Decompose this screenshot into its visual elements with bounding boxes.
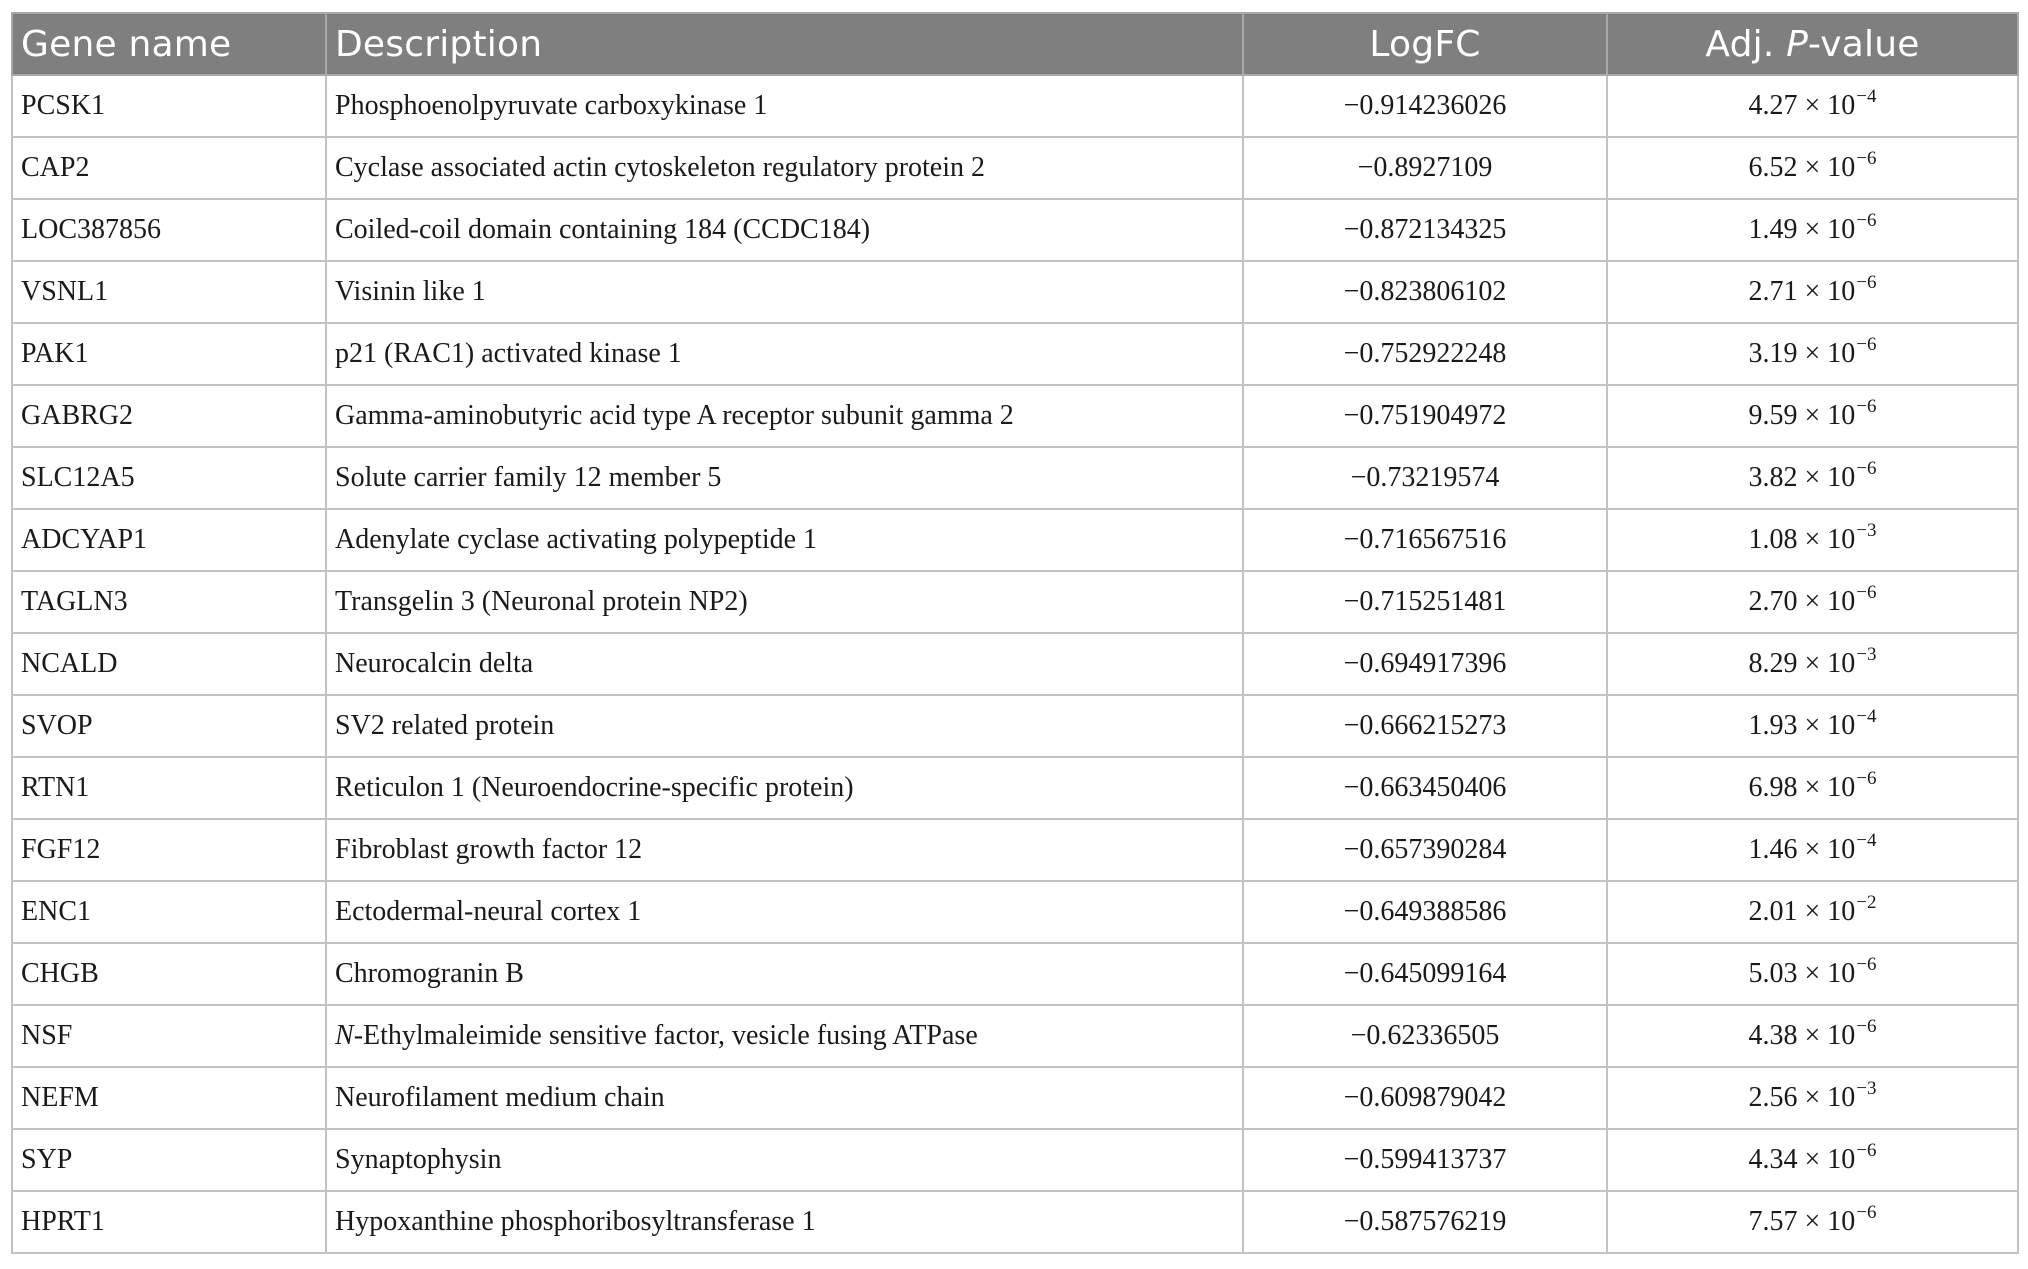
description-text: Adenylate cyclase activating polypeptide 1 (335, 524, 818, 555)
gene-name-cell: NSF (12, 1005, 326, 1067)
gene-name-cell: SYP (12, 1129, 326, 1191)
p-value-mantissa: 1.49 (1748, 214, 1798, 245)
p-value-expression (1748, 892, 1877, 928)
gene-name-cell: PAK1 (12, 323, 326, 385)
p-value-mantissa: 6.98 (1748, 772, 1798, 803)
p-value-times-ten: × 10 (1797, 772, 1856, 803)
table-row (12, 943, 2018, 1005)
p-value-expression (1748, 458, 1877, 494)
adj-p-value-cell (1607, 1191, 2018, 1253)
description-cell (326, 1191, 1243, 1253)
logfc-cell: −0.751904972 (1243, 385, 1607, 447)
description-cell (326, 75, 1243, 137)
p-value-times-ten: × 10 (1797, 152, 1856, 183)
description-cell (326, 943, 1243, 1005)
description-cell (326, 1005, 1243, 1067)
p-value-exponent: −6 (1856, 1016, 1877, 1037)
p-value-mantissa: 1.46 (1748, 834, 1798, 865)
gene-name-cell: PCSK1 (12, 75, 326, 137)
description-cell (326, 385, 1243, 447)
table-row (12, 1191, 2018, 1253)
gene-name-cell: NEFM (12, 1067, 326, 1129)
description-text: Hypoxanthine phosphoribosyltransferase 1 (335, 1206, 816, 1237)
p-value-exponent: −6 (1856, 768, 1877, 789)
p-value-mantissa: 8.29 (1748, 648, 1798, 679)
p-value-times-ten: × 10 (1797, 958, 1856, 989)
p-value-mantissa: 2.71 (1748, 276, 1798, 307)
table-row (12, 261, 2018, 323)
description-cell (326, 137, 1243, 199)
adj-p-value-cell (1607, 75, 2018, 137)
table-row (12, 633, 2018, 695)
p-value-expression (1748, 520, 1877, 556)
gene-name-cell: CAP2 (12, 137, 326, 199)
adj-p-value-cell (1607, 881, 2018, 943)
p-value-expression (1748, 148, 1877, 184)
adj-p-value-cell (1607, 1005, 2018, 1067)
p-value-exponent: −6 (1856, 458, 1877, 479)
adj-p-value-cell (1607, 571, 2018, 633)
logfc-cell: −0.657390284 (1243, 819, 1607, 881)
table-row (12, 757, 2018, 819)
p-value-times-ten: × 10 (1797, 1082, 1856, 1113)
gene-name-cell: TAGLN3 (12, 571, 326, 633)
gene-name-cell: ENC1 (12, 881, 326, 943)
table-row (12, 447, 2018, 509)
gene-name-cell: HPRT1 (12, 1191, 326, 1253)
table-row (12, 1129, 2018, 1191)
logfc-cell: −0.715251481 (1243, 571, 1607, 633)
table-row (12, 137, 2018, 199)
logfc-cell: −0.609879042 (1243, 1067, 1607, 1129)
adj-p-value-cell (1607, 943, 2018, 1005)
gene-name-cell: ADCYAP1 (12, 509, 326, 571)
gene-name-cell: SLC12A5 (12, 447, 326, 509)
gene-table-container (11, 12, 2017, 1254)
description-cell (326, 323, 1243, 385)
p-value-expression (1748, 706, 1877, 742)
table-row (12, 1005, 2018, 1067)
table-row (12, 509, 2018, 571)
p-value-times-ten: × 10 (1797, 90, 1856, 121)
adj-p-value-cell (1607, 323, 2018, 385)
description-cell (326, 757, 1243, 819)
p-value-mantissa: 4.34 (1748, 1144, 1798, 1175)
header-logfc: LogFC (1243, 13, 1607, 75)
p-value-mantissa: 5.03 (1748, 958, 1798, 989)
adj-p-value-cell (1607, 1067, 2018, 1129)
adj-p-value-cell (1607, 385, 2018, 447)
adj-p-value-cell (1607, 633, 2018, 695)
description-text: Ectodermal-neural cortex 1 (335, 896, 642, 927)
p-value-exponent: −6 (1856, 1140, 1877, 1161)
logfc-cell: −0.694917396 (1243, 633, 1607, 695)
description-cell (326, 447, 1243, 509)
p-value-exponent: −4 (1856, 86, 1877, 107)
table-row (12, 695, 2018, 757)
description-text: Solute carrier family 12 member 5 (335, 462, 722, 493)
description-cell (326, 819, 1243, 881)
p-value-expression (1748, 582, 1877, 618)
description-text: Cyclase associated actin cytoskeleton regulatory protein 2 (335, 152, 986, 183)
p-value-mantissa: 2.56 (1748, 1082, 1798, 1113)
table-row (12, 199, 2018, 261)
description-text: Neurocalcin delta (335, 648, 534, 679)
description-text: Coiled-coil domain containing 184 (CCDC184) (335, 214, 871, 245)
p-value-times-ten: × 10 (1797, 338, 1856, 369)
p-value-mantissa: 3.82 (1748, 462, 1798, 493)
table-row (12, 75, 2018, 137)
gene-table (11, 12, 2019, 1254)
header-adj-prefix: Adj. (1705, 23, 1787, 65)
description-text: Gamma-aminobutyric acid type A receptor subunit gamma 2 (335, 400, 1014, 431)
p-value-times-ten: × 10 (1797, 648, 1856, 679)
logfc-cell: −0.73219574 (1243, 447, 1607, 509)
header-gene-name: Gene name (12, 13, 326, 75)
p-value-exponent: −3 (1856, 644, 1877, 665)
logfc-cell: −0.663450406 (1243, 757, 1607, 819)
description-cell (326, 1067, 1243, 1129)
gene-name-cell: NCALD (12, 633, 326, 695)
p-value-exponent: −4 (1856, 830, 1877, 851)
description-text: Neurofilament medium chain (335, 1082, 665, 1113)
description-italic-prefix: N (335, 1020, 354, 1051)
logfc-cell: −0.8927109 (1243, 137, 1607, 199)
p-value-times-ten: × 10 (1797, 1144, 1856, 1175)
p-value-times-ten: × 10 (1797, 586, 1856, 617)
p-value-expression (1748, 1202, 1877, 1238)
logfc-cell: −0.914236026 (1243, 75, 1607, 137)
gene-name-cell: VSNL1 (12, 261, 326, 323)
p-value-times-ten: × 10 (1797, 214, 1856, 245)
p-value-expression (1748, 768, 1877, 804)
p-value-exponent: −6 (1856, 1202, 1877, 1223)
p-value-exponent: −4 (1856, 706, 1877, 727)
description-cell (326, 199, 1243, 261)
header-adj-p-value (1607, 13, 2018, 75)
adj-p-value-cell (1607, 199, 2018, 261)
gene-name-cell: SVOP (12, 695, 326, 757)
adj-p-value-cell (1607, 819, 2018, 881)
description-text: Visinin like 1 (335, 276, 486, 307)
gene-name-cell: GABRG2 (12, 385, 326, 447)
adj-p-value-cell (1607, 447, 2018, 509)
p-value-mantissa: 3.19 (1748, 338, 1798, 369)
p-value-times-ten: × 10 (1797, 834, 1856, 865)
p-value-mantissa: 4.27 (1748, 90, 1798, 121)
logfc-cell: −0.62336505 (1243, 1005, 1607, 1067)
description-text: Synaptophysin (335, 1144, 502, 1175)
p-value-times-ten: × 10 (1797, 400, 1856, 431)
table-row (12, 819, 2018, 881)
logfc-cell: −0.872134325 (1243, 199, 1607, 261)
p-value-expression (1748, 210, 1877, 246)
logfc-cell: −0.666215273 (1243, 695, 1607, 757)
description-text: SV2 related protein (335, 710, 555, 741)
description-cell (326, 633, 1243, 695)
p-value-exponent: −6 (1856, 210, 1877, 231)
adj-p-value-cell (1607, 757, 2018, 819)
p-value-exponent: −6 (1856, 334, 1877, 355)
description-text: Transgelin 3 (Neuronal protein NP2) (335, 586, 748, 617)
logfc-cell: −0.823806102 (1243, 261, 1607, 323)
adj-p-value-cell (1607, 695, 2018, 757)
gene-name-cell: FGF12 (12, 819, 326, 881)
p-value-expression (1748, 830, 1877, 866)
table-row (12, 385, 2018, 447)
p-value-expression (1748, 396, 1877, 432)
p-value-mantissa: 2.01 (1748, 896, 1798, 927)
adj-p-value-cell (1607, 261, 2018, 323)
description-text: Phosphoenolpyruvate carboxykinase 1 (335, 90, 768, 121)
p-value-expression (1748, 954, 1877, 990)
gene-name-cell: RTN1 (12, 757, 326, 819)
adj-p-value-cell (1607, 509, 2018, 571)
header-adj-suffix: -value (1808, 23, 1920, 65)
p-value-mantissa: 9.59 (1748, 400, 1798, 431)
p-value-expression (1748, 1140, 1877, 1176)
gene-name-cell: LOC387856 (12, 199, 326, 261)
table-row (12, 881, 2018, 943)
p-value-expression (1748, 1078, 1877, 1114)
header-row (12, 13, 2018, 75)
p-value-mantissa: 1.08 (1748, 524, 1798, 555)
table-body (12, 75, 2018, 1253)
table-row (12, 1067, 2018, 1129)
p-value-times-ten: × 10 (1797, 524, 1856, 555)
gene-name-cell: CHGB (12, 943, 326, 1005)
description-cell (326, 1129, 1243, 1191)
p-value-exponent: −3 (1856, 520, 1877, 541)
p-value-times-ten: × 10 (1797, 462, 1856, 493)
p-value-mantissa: 6.52 (1748, 152, 1798, 183)
p-value-mantissa: 1.93 (1748, 710, 1798, 741)
p-value-exponent: −6 (1856, 954, 1877, 975)
logfc-cell: −0.752922248 (1243, 323, 1607, 385)
p-value-exponent: −6 (1856, 396, 1877, 417)
description-cell (326, 571, 1243, 633)
table-header (12, 13, 2018, 75)
description-text: Fibroblast growth factor 12 (335, 834, 643, 865)
p-value-times-ten: × 10 (1797, 1206, 1856, 1237)
p-value-times-ten: × 10 (1797, 896, 1856, 927)
p-value-expression (1748, 1016, 1877, 1052)
adj-p-value-cell (1607, 137, 2018, 199)
logfc-cell: −0.645099164 (1243, 943, 1607, 1005)
p-value-times-ten: × 10 (1797, 710, 1856, 741)
p-value-exponent: −3 (1856, 1078, 1877, 1099)
p-value-exponent: −6 (1856, 148, 1877, 169)
description-text: p21 (RAC1) activated kinase 1 (335, 338, 682, 369)
table-row (12, 571, 2018, 633)
description-text: -Ethylmaleimide sensitive factor, vesicle fusing ATPase (353, 1020, 978, 1051)
p-value-times-ten: × 10 (1797, 1020, 1856, 1051)
logfc-cell: −0.716567516 (1243, 509, 1607, 571)
description-cell (326, 695, 1243, 757)
description-cell (326, 509, 1243, 571)
logfc-cell: −0.649388586 (1243, 881, 1607, 943)
p-value-expression (1748, 334, 1877, 370)
p-value-mantissa: 7.57 (1748, 1206, 1798, 1237)
p-value-expression (1748, 86, 1877, 122)
p-value-exponent: −6 (1856, 272, 1877, 293)
p-value-times-ten: × 10 (1797, 276, 1856, 307)
p-value-exponent: −6 (1856, 582, 1877, 603)
p-value-mantissa: 2.70 (1748, 586, 1798, 617)
header-adj-p: P (1786, 23, 1809, 65)
description-text: Chromogranin B (335, 958, 524, 989)
description-text: Reticulon 1 (Neuroendocrine-specific protein) (335, 772, 854, 803)
logfc-cell: −0.587576219 (1243, 1191, 1607, 1253)
p-value-mantissa: 4.38 (1748, 1020, 1798, 1051)
table-row (12, 323, 2018, 385)
description-cell (326, 881, 1243, 943)
logfc-cell: −0.599413737 (1243, 1129, 1607, 1191)
description-cell (326, 261, 1243, 323)
adj-p-value-cell (1607, 1129, 2018, 1191)
p-value-exponent: −2 (1856, 892, 1877, 913)
p-value-expression (1748, 272, 1877, 308)
p-value-expression (1748, 644, 1877, 680)
header-description: Description (326, 13, 1243, 75)
